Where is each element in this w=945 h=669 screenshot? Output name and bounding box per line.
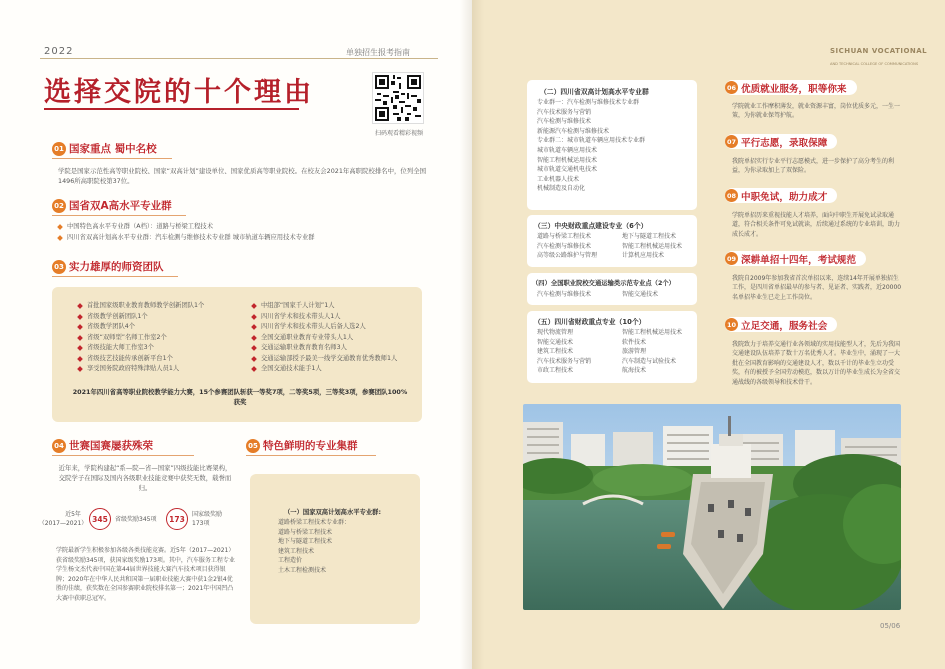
list-item: 中组部“国家千人计划”1人 — [252, 301, 397, 312]
qr-caption: 扫码观看精彩视频 — [374, 130, 423, 137]
section-04-body: 学院最新学生积极参加各级各类技能竞赛。近5年（2017—2021）获省级奖励345项，获国家级奖励173项。其中，汽车服务工程专业学生杨文杰代表中国在第44届世界技能大赛汽车技术项目获得银牌；2020年在中华人民共和国第一届职业技能大赛中获1金2银4优胜的佳绩，获奖数在全国参赛职业院校排名第一；2021年中国凹凸大赛中获职总冠军。 — [56, 547, 235, 602]
list-item: 专业群二：城市轨道车辆应用技术专业群 — [537, 137, 646, 145]
list-item: 专业群一：汽车检测与维修技术专业群 — [537, 99, 640, 106]
section-number: 02 — [52, 199, 66, 213]
stat-provincial-circle: 345 — [89, 508, 111, 530]
list-item: 享受国务院政府特殊津贴人员1人 — [78, 364, 204, 375]
section-02-heading — [52, 197, 172, 214]
list-item: 汽车制造与试验技术 — [622, 357, 677, 365]
list-item: 工业机器人技术 — [537, 175, 580, 183]
college-logo-text: SICHUAN VOCATIONAL — [830, 47, 928, 55]
list-item: 智能工程机械运用技术 — [622, 242, 683, 250]
section-underline — [52, 215, 186, 216]
faculty-list-right — [252, 301, 397, 375]
list-item: 建筑工程技术 — [278, 547, 315, 555]
section-01-body: 学院是国家示范性高等职业院校、国家“双高计划”建设单位、国家优质高等职业院校。在校友会2021年高职院校排名中，位列全国1496所高职院校第37位。 — [58, 167, 426, 185]
list-item: 工程造价 — [278, 557, 303, 565]
demo-majors-heading: （四）全国职业院校交通运输类示范专业点（2个） — [532, 280, 675, 287]
list-item: 四川省学术和技术带头人1人 — [252, 312, 397, 323]
list-item: 建筑工程技术 — [537, 348, 574, 356]
section-01-heading — [52, 140, 157, 157]
section-04-intro: 近年来，学院构建起“系—院—省—国家”四级技能比赛架构，交院学子在国际及国内各级职业技能竞赛中获奖无数，载誉而归。 — [58, 464, 232, 492]
section-07-body: 我院单招实行专业平行志愿模式，进一步保护了高分考生的利益，为你录取加上了双保险。 — [732, 158, 895, 175]
diamond-bullet-icon — [57, 224, 63, 230]
list-item: 新能源汽车检测与维修技术 — [537, 127, 610, 135]
header-rule — [40, 58, 438, 59]
section-title: 平行志愿，录取保障 — [741, 137, 828, 149]
faculty-list-left — [78, 301, 204, 375]
campus-photo — [523, 404, 901, 610]
section-title: 立足交通，服务社会 — [741, 320, 828, 332]
section-title: 国省双A高水平专业群 — [69, 200, 172, 212]
section-02-list — [58, 222, 315, 243]
section-04-heading — [52, 437, 153, 454]
demo-majors-grid — [537, 290, 707, 300]
list-item: 全国交通职业教育专业带头人1人 — [252, 333, 397, 344]
page-title: 选择交院的十个理由 — [44, 77, 314, 108]
guide-label: 单独招生报考指南 — [346, 48, 410, 57]
qr-code-icon[interactable] — [372, 72, 424, 124]
diamond-bullet-icon — [251, 324, 257, 330]
stat-period-line1: 近5年 — [65, 511, 81, 518]
section-10-heading — [725, 317, 837, 332]
provincial-majors-heading: （二）四川省双高计划高水平专业群 — [540, 88, 649, 96]
list-item: 旅游管理 — [622, 348, 647, 356]
diamond-bullet-icon — [251, 314, 257, 320]
diamond-bullet-icon — [77, 303, 83, 309]
list-item: 省级技艺技能传承创新平台1个 — [78, 354, 204, 365]
diamond-bullet-icon — [77, 366, 83, 372]
section-06-heading — [725, 80, 857, 95]
list-item: 地下与隧道工程技术 — [622, 233, 677, 240]
list-item: 城市轨道车辆应用技术 — [537, 146, 598, 154]
competition-note: 2021年四川省高等职业院校教学能力大赛，15个参赛团队斩获一等奖7项，二等奖5项，三等奖3项，参赛团队100%获奖 — [72, 388, 408, 406]
list-item: 省级技能大师工作室3个 — [78, 343, 204, 354]
list-item: 地下与隧道工程技术 — [278, 538, 333, 546]
list-item: 航海技术 — [622, 367, 647, 375]
diamond-bullet-icon — [251, 345, 257, 351]
list-item: 汽车检测与维修技术 — [537, 291, 592, 298]
section-08-body: 学院单招历来重视技能人才培养，面向中职生开展免试录取通道，符合相关条件可免试就读，后续通过系统的专业培训，助力成长成才。 — [732, 212, 901, 238]
list-item: 土木工程检测技术 — [278, 566, 327, 574]
section-title: 世赛国赛屡获殊荣 — [69, 440, 153, 452]
list-item: 高等级公路维护与管理 — [537, 252, 598, 260]
list-item: 首批国家级职业教育教师教学创新团队1个 — [78, 301, 204, 312]
list-item: 城市轨道交通机电技术 — [537, 166, 598, 174]
list-item: 全国交通技术能手1人 — [252, 364, 397, 375]
section-title: 实力雄厚的师资团队 — [69, 261, 164, 273]
section-03-heading — [52, 258, 164, 275]
diamond-bullet-icon — [77, 324, 83, 330]
section-underline — [52, 158, 172, 159]
section-underline — [52, 455, 194, 456]
list-item: 道路与桥梁工程技术 — [537, 233, 592, 240]
diamond-bullet-icon — [77, 356, 83, 362]
list-item: 智能工程机械运用技术 — [622, 329, 683, 336]
list-item: 交通运输部授予最美一线学交通教育优秀教师1人 — [252, 354, 397, 365]
diamond-bullet-icon — [251, 303, 257, 309]
stat-period-line2: （2017—2021） — [38, 520, 88, 527]
list-item: 软件技术 — [622, 338, 647, 346]
section-title: 国家重点 蜀中名校 — [69, 143, 157, 155]
section-title: 中职免试，助力成才 — [741, 191, 828, 203]
prov-key-majors-grid — [537, 328, 707, 376]
provincial-majors-list — [537, 98, 645, 194]
section-06-body: 学院就业工作摩积薄发，就业资源丰富，岗位优质多元，一生一策，为你就业保驾护航。 — [732, 103, 901, 120]
list-item: 四川省学术和技术带头人后备人选2人 — [252, 322, 397, 333]
section-title: 特色鲜明的专业集群 — [263, 440, 358, 452]
list-item: 智能交通技术 — [537, 338, 574, 346]
list-item: 交通运输职业教育教育名师3人 — [252, 343, 397, 354]
section-07-heading — [725, 134, 837, 149]
diamond-bullet-icon — [251, 335, 257, 341]
prov-key-majors-heading: （五）四川省财政重点专业（10个） — [534, 318, 646, 326]
list-item: 汽车检测与维修技术 — [537, 242, 592, 250]
list-item: 省级“双师型”名师工作室2个 — [78, 333, 204, 344]
section-number: 07 — [725, 135, 738, 148]
list-item: 计算机应用技术 — [622, 252, 665, 260]
national-majors-list — [278, 518, 350, 576]
section-10-body: 我院致力于培养交通行业各领域的实用技能型人才，先后为我国交通建设队伍培养了数十万名优秀人才。毕业生中，涌现了一大批在全国教育影响的交通建设人才，数以千计的毕业生立功受奖，有的被授予全国劳动模范，数以万计的毕业生成长为全省交通战线的各级领导和技术骨干。 — [732, 341, 901, 386]
list-item: 四川省双高计划高水平专业群：汽车检测与维修技术专业群 城市轨道车辆应用技术专业群 — [58, 233, 315, 244]
diamond-bullet-icon — [57, 235, 63, 241]
stat-national-label-1: 国家级奖励 — [192, 511, 223, 518]
section-number: 04 — [52, 439, 66, 453]
page-number: 05/06 — [880, 622, 901, 630]
section-08-heading — [725, 188, 837, 203]
diamond-bullet-icon — [77, 314, 83, 320]
list-item: 机械制造及自动化 — [537, 185, 586, 193]
list-item: 省级教学团队4个 — [78, 322, 204, 333]
list-item: 中国特色高水平专业群（A档）：道路与桥梁工程技术 — [58, 222, 315, 233]
national-majors-heading: （一）国家双高计划高水平专业群: — [284, 509, 381, 516]
section-number: 06 — [725, 81, 738, 94]
page-gutter — [460, 0, 484, 669]
list-item: 汽车技术服务与营销 — [537, 357, 592, 365]
section-number: 05 — [246, 439, 260, 453]
section-05-heading — [246, 437, 358, 454]
diamond-bullet-icon — [77, 345, 83, 351]
list-item: 智能工程机械运用技术 — [537, 156, 598, 164]
section-number: 03 — [52, 260, 66, 274]
section-09-body: 我院自2009年参加我省首次单招以来，连续14年开展单独招生工作，是四川省单招最早的参与者、见证者、实践者，近20000名单招毕业生已走上工作岗位。 — [732, 275, 902, 301]
diamond-bullet-icon — [251, 366, 257, 372]
diamond-bullet-icon — [251, 356, 257, 362]
list-item: 智能交通技术 — [622, 291, 659, 298]
list-item: 道路桥梁工程技术专业群： — [278, 519, 351, 526]
list-item: 省级教学创新团队1个 — [78, 312, 204, 323]
section-underline — [246, 455, 376, 456]
section-09-heading — [725, 251, 866, 266]
stat-provincial-label: 省级奖励345项 — [115, 516, 157, 523]
section-number: 10 — [725, 318, 738, 331]
section-title: 深耕单招十四年，考试规范 — [741, 254, 857, 266]
list-item: 道路与桥梁工程技术 — [278, 528, 333, 536]
section-number: 01 — [52, 142, 66, 156]
section-number: 08 — [725, 189, 738, 202]
title-underline — [44, 108, 299, 110]
year-label: 2022 — [44, 46, 74, 57]
section-underline — [52, 276, 178, 277]
stat-national-circle: 173 — [166, 508, 188, 530]
central-majors-heading: （三）中央财政重点建设专业（6个） — [534, 222, 648, 230]
list-item: 汽车检测与维修技术 — [537, 118, 592, 126]
diamond-bullet-icon — [77, 335, 83, 341]
section-number: 09 — [725, 252, 738, 265]
list-item: 现代物流管理 — [537, 329, 574, 336]
list-item: 市政工程技术 — [537, 367, 574, 375]
stat-national-label-2: 173项 — [192, 520, 210, 527]
central-majors-grid — [537, 232, 707, 261]
college-logo-subtext: AND TECHNICAL COLLEGE OF COMMUNICATIONS — [830, 62, 919, 66]
section-title: 优质就业服务，职等你来 — [741, 83, 847, 95]
list-item: 汽车技术服务与营销 — [537, 108, 592, 116]
